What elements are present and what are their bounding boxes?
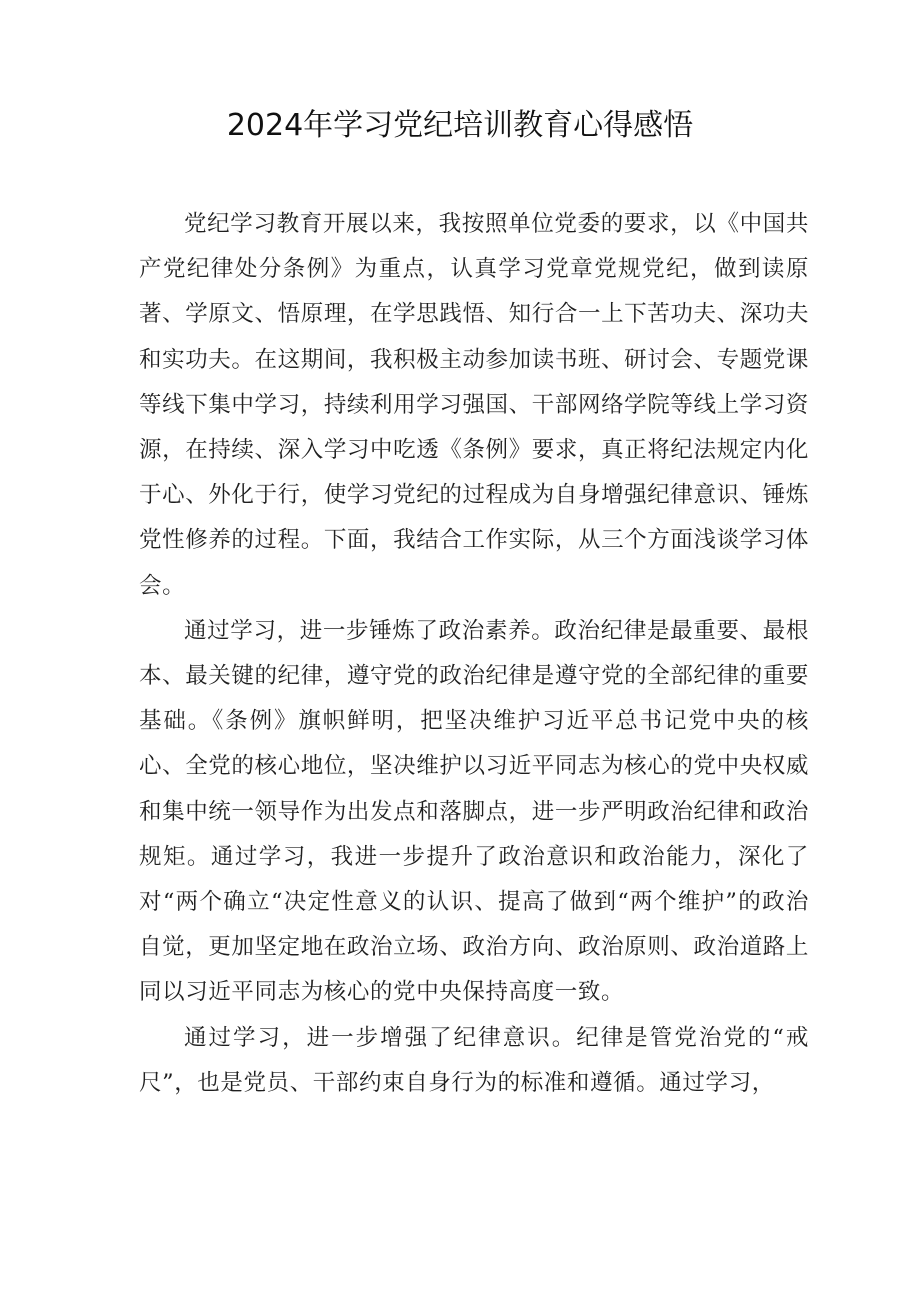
paragraph-political-literacy: 通过学习，进一步锤炼了政治素养。政治纪律是最重要、最根本、最关键的纪律，遵守党的政治纪律是遵守党的全部纪律的重要基础。《条例》旗帜鲜明，把坚决维护习近平总书记党中央的核心、全党的核心地位，坚决维护以习近平同志为核心的党中央权威和集中统一领导作为出发点和落脚点，进一步严明政治纪律和政治规矩。通过学习，我进一步提升了政治意识和政治能力，深化了对“两个确立“决定性意义的认识、提高了做到“两个维护”的政治自觉，更加坚定地在政治立场、政治方向、政治原则、政治道路上同以习近平同志为核心的党中央保持高度一致。 <box>139 617 809 1006</box>
document-title: 2024年学习党纪培训教育心得感悟 <box>226 108 694 143</box>
paragraph-discipline-awareness: 通过学习，进一步增强了纪律意识。纪律是管党治党的“戒尺”，也是党员、干部约束自身行为的标准和遵循。通过学习， <box>139 1024 809 1096</box>
document-body <box>139 202 809 1106</box>
paragraph-intro: 党纪学习教育开展以来，我按照单位党委的要求，以《中国共产党纪律处分条例》为重点，认真学习党章党规党纪，做到读原著、学原文、悟原理，在学思践悟、知行合一上下苦功夫、深功夫和实功夫。在这期间，我积极主动参加读书班、研讨会、专题党课等线下集中学习，持续利用学习强国、干部网络学院等线上学习资源，在持续、深入学习中吃透《条例》要求，真正将纪法规定内化于心、外化于行，使学习党纪的过程成为自身增强纪律意识、锤炼党性修养的过程。下面，我结合工作实际，从三个方面浅谈学习体会。 <box>139 211 809 599</box>
